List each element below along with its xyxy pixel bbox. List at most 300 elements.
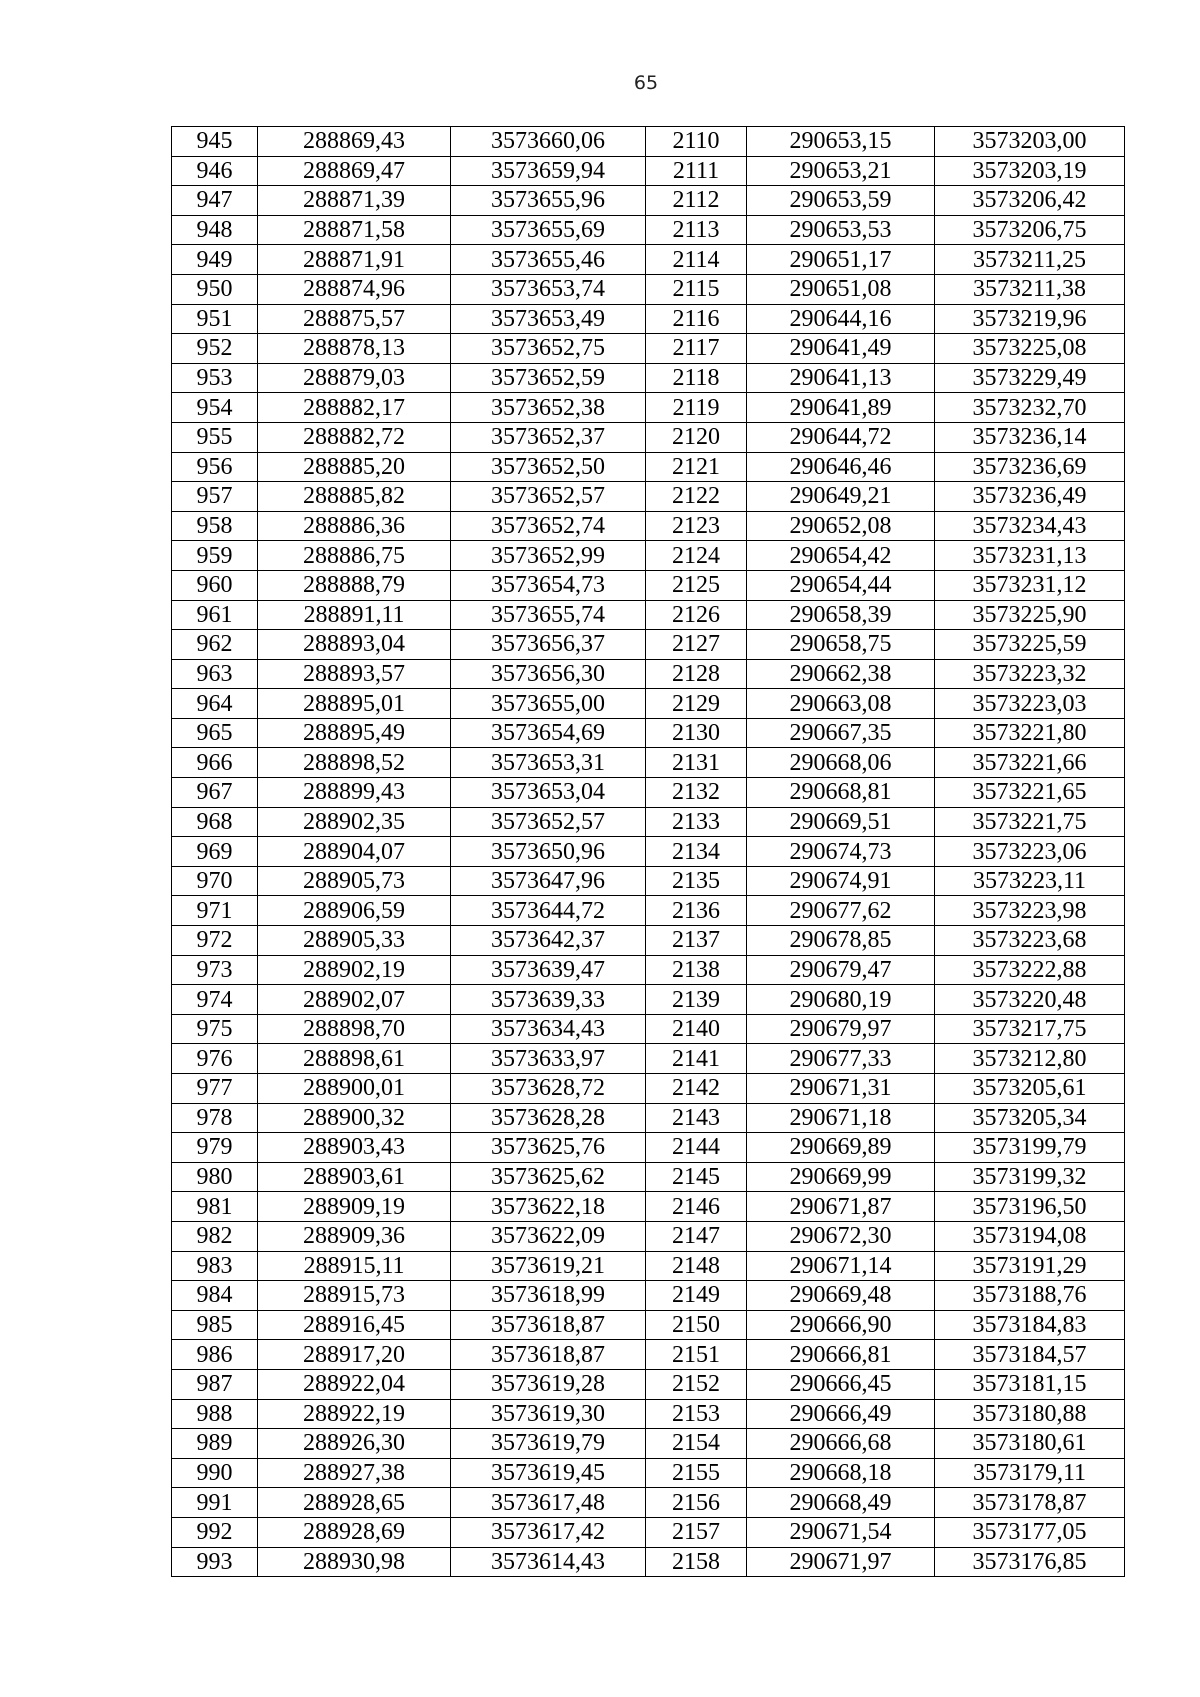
point-number-cell: 2110 bbox=[646, 127, 747, 157]
y-coordinate-cell: 3573184,83 bbox=[935, 1310, 1125, 1340]
point-number-cell: 2129 bbox=[646, 689, 747, 719]
x-coordinate-cell: 288902,35 bbox=[258, 807, 451, 837]
table-row bbox=[172, 896, 1125, 926]
table-row bbox=[172, 334, 1125, 364]
y-coordinate-cell: 3573232,70 bbox=[935, 393, 1125, 423]
point-number-cell: 2111 bbox=[646, 156, 747, 186]
point-number-cell: 2126 bbox=[646, 600, 747, 630]
x-coordinate-cell: 288930,98 bbox=[258, 1547, 451, 1577]
y-coordinate-cell: 3573219,96 bbox=[935, 304, 1125, 334]
point-number-cell: 964 bbox=[172, 689, 258, 719]
point-number-cell: 977 bbox=[172, 1074, 258, 1104]
point-number-cell: 979 bbox=[172, 1133, 258, 1163]
y-coordinate-cell: 3573652,57 bbox=[451, 482, 646, 512]
y-coordinate-cell: 3573199,79 bbox=[935, 1133, 1125, 1163]
y-coordinate-cell: 3573205,61 bbox=[935, 1074, 1125, 1104]
x-coordinate-cell: 290674,73 bbox=[747, 837, 935, 867]
y-coordinate-cell: 3573639,33 bbox=[451, 985, 646, 1015]
table-row bbox=[172, 689, 1125, 719]
point-number-cell: 2152 bbox=[646, 1369, 747, 1399]
point-number-cell: 2136 bbox=[646, 896, 747, 926]
x-coordinate-cell: 288898,52 bbox=[258, 748, 451, 778]
x-coordinate-cell: 290649,21 bbox=[747, 482, 935, 512]
table-row bbox=[172, 156, 1125, 186]
x-coordinate-cell: 290653,21 bbox=[747, 156, 935, 186]
point-number-cell: 2137 bbox=[646, 926, 747, 956]
point-number-cell: 2157 bbox=[646, 1517, 747, 1547]
table-row bbox=[172, 1074, 1125, 1104]
x-coordinate-cell: 290651,08 bbox=[747, 274, 935, 304]
point-number-cell: 2134 bbox=[646, 837, 747, 867]
point-number-cell: 956 bbox=[172, 452, 258, 482]
y-coordinate-cell: 3573619,21 bbox=[451, 1251, 646, 1281]
point-number-cell: 984 bbox=[172, 1281, 258, 1311]
table-row bbox=[172, 245, 1125, 275]
point-number-cell: 2130 bbox=[646, 718, 747, 748]
table-row bbox=[172, 127, 1125, 157]
x-coordinate-cell: 288874,96 bbox=[258, 274, 451, 304]
y-coordinate-cell: 3573212,80 bbox=[935, 1044, 1125, 1074]
x-coordinate-cell: 288926,30 bbox=[258, 1429, 451, 1459]
y-coordinate-cell: 3573234,43 bbox=[935, 511, 1125, 541]
table-row bbox=[172, 807, 1125, 837]
table-row bbox=[172, 511, 1125, 541]
y-coordinate-cell: 3573652,59 bbox=[451, 363, 646, 393]
table-row bbox=[172, 304, 1125, 334]
x-coordinate-cell: 288898,61 bbox=[258, 1044, 451, 1074]
table-row bbox=[172, 600, 1125, 630]
x-coordinate-cell: 290669,89 bbox=[747, 1133, 935, 1163]
coordinates-table-body bbox=[172, 127, 1125, 1577]
y-coordinate-cell: 3573223,32 bbox=[935, 659, 1125, 689]
y-coordinate-cell: 3573194,08 bbox=[935, 1221, 1125, 1251]
y-coordinate-cell: 3573184,57 bbox=[935, 1340, 1125, 1370]
x-coordinate-cell: 290671,18 bbox=[747, 1103, 935, 1133]
point-number-cell: 980 bbox=[172, 1162, 258, 1192]
x-coordinate-cell: 288916,45 bbox=[258, 1310, 451, 1340]
table-row bbox=[172, 1399, 1125, 1429]
table-row bbox=[172, 541, 1125, 571]
x-coordinate-cell: 290663,08 bbox=[747, 689, 935, 719]
y-coordinate-cell: 3573633,97 bbox=[451, 1044, 646, 1074]
y-coordinate-cell: 3573199,32 bbox=[935, 1162, 1125, 1192]
table-row bbox=[172, 1251, 1125, 1281]
point-number-cell: 978 bbox=[172, 1103, 258, 1133]
table-row bbox=[172, 274, 1125, 304]
point-number-cell: 962 bbox=[172, 630, 258, 660]
y-coordinate-cell: 3573619,30 bbox=[451, 1399, 646, 1429]
table-row bbox=[172, 1014, 1125, 1044]
point-number-cell: 2141 bbox=[646, 1044, 747, 1074]
x-coordinate-cell: 288871,39 bbox=[258, 186, 451, 216]
y-coordinate-cell: 3573221,66 bbox=[935, 748, 1125, 778]
x-coordinate-cell: 290658,75 bbox=[747, 630, 935, 660]
x-coordinate-cell: 290644,16 bbox=[747, 304, 935, 334]
x-coordinate-cell: 288886,75 bbox=[258, 541, 451, 571]
x-coordinate-cell: 288882,17 bbox=[258, 393, 451, 423]
x-coordinate-cell: 288885,82 bbox=[258, 482, 451, 512]
point-number-cell: 976 bbox=[172, 1044, 258, 1074]
y-coordinate-cell: 3573617,42 bbox=[451, 1517, 646, 1547]
table-row bbox=[172, 570, 1125, 600]
table-row bbox=[172, 1044, 1125, 1074]
x-coordinate-cell: 290653,15 bbox=[747, 127, 935, 157]
point-number-cell: 2113 bbox=[646, 215, 747, 245]
y-coordinate-cell: 3573221,80 bbox=[935, 718, 1125, 748]
table-row bbox=[172, 630, 1125, 660]
x-coordinate-cell: 290662,38 bbox=[747, 659, 935, 689]
y-coordinate-cell: 3573223,06 bbox=[935, 837, 1125, 867]
y-coordinate-cell: 3573625,76 bbox=[451, 1133, 646, 1163]
y-coordinate-cell: 3573654,73 bbox=[451, 570, 646, 600]
x-coordinate-cell: 290677,62 bbox=[747, 896, 935, 926]
y-coordinate-cell: 3573225,90 bbox=[935, 600, 1125, 630]
point-number-cell: 2133 bbox=[646, 807, 747, 837]
point-number-cell: 2114 bbox=[646, 245, 747, 275]
table-row bbox=[172, 186, 1125, 216]
point-number-cell: 947 bbox=[172, 186, 258, 216]
y-coordinate-cell: 3573205,34 bbox=[935, 1103, 1125, 1133]
point-number-cell: 2123 bbox=[646, 511, 747, 541]
point-number-cell: 963 bbox=[172, 659, 258, 689]
y-coordinate-cell: 3573652,74 bbox=[451, 511, 646, 541]
y-coordinate-cell: 3573660,06 bbox=[451, 127, 646, 157]
y-coordinate-cell: 3573196,50 bbox=[935, 1192, 1125, 1222]
x-coordinate-cell: 288893,57 bbox=[258, 659, 451, 689]
y-coordinate-cell: 3573654,69 bbox=[451, 718, 646, 748]
y-coordinate-cell: 3573653,04 bbox=[451, 778, 646, 808]
point-number-cell: 950 bbox=[172, 274, 258, 304]
point-number-cell: 2158 bbox=[646, 1547, 747, 1577]
x-coordinate-cell: 290654,42 bbox=[747, 541, 935, 571]
y-coordinate-cell: 3573618,87 bbox=[451, 1340, 646, 1370]
y-coordinate-cell: 3573655,74 bbox=[451, 600, 646, 630]
table-row bbox=[172, 1517, 1125, 1547]
x-coordinate-cell: 290666,45 bbox=[747, 1369, 935, 1399]
x-coordinate-cell: 288900,32 bbox=[258, 1103, 451, 1133]
point-number-cell: 2156 bbox=[646, 1488, 747, 1518]
point-number-cell: 2147 bbox=[646, 1221, 747, 1251]
point-number-cell: 2140 bbox=[646, 1014, 747, 1044]
point-number-cell: 2118 bbox=[646, 363, 747, 393]
table-row bbox=[172, 1369, 1125, 1399]
x-coordinate-cell: 288879,03 bbox=[258, 363, 451, 393]
y-coordinate-cell: 3573178,87 bbox=[935, 1488, 1125, 1518]
x-coordinate-cell: 288875,57 bbox=[258, 304, 451, 334]
y-coordinate-cell: 3573652,50 bbox=[451, 452, 646, 482]
y-coordinate-cell: 3573659,94 bbox=[451, 156, 646, 186]
x-coordinate-cell: 288902,19 bbox=[258, 955, 451, 985]
x-coordinate-cell: 288905,33 bbox=[258, 926, 451, 956]
x-coordinate-cell: 290644,72 bbox=[747, 422, 935, 452]
point-number-cell: 971 bbox=[172, 896, 258, 926]
x-coordinate-cell: 288899,43 bbox=[258, 778, 451, 808]
x-coordinate-cell: 288922,04 bbox=[258, 1369, 451, 1399]
point-number-cell: 957 bbox=[172, 482, 258, 512]
point-number-cell: 959 bbox=[172, 541, 258, 571]
x-coordinate-cell: 290671,14 bbox=[747, 1251, 935, 1281]
y-coordinate-cell: 3573211,38 bbox=[935, 274, 1125, 304]
table-row bbox=[172, 866, 1125, 896]
y-coordinate-cell: 3573206,75 bbox=[935, 215, 1125, 245]
point-number-cell: 967 bbox=[172, 778, 258, 808]
y-coordinate-cell: 3573231,13 bbox=[935, 541, 1125, 571]
point-number-cell: 2144 bbox=[646, 1133, 747, 1163]
point-number-cell: 981 bbox=[172, 1192, 258, 1222]
y-coordinate-cell: 3573236,14 bbox=[935, 422, 1125, 452]
x-coordinate-cell: 290679,97 bbox=[747, 1014, 935, 1044]
table-row bbox=[172, 718, 1125, 748]
x-coordinate-cell: 288909,36 bbox=[258, 1221, 451, 1251]
x-coordinate-cell: 290669,51 bbox=[747, 807, 935, 837]
x-coordinate-cell: 288917,20 bbox=[258, 1340, 451, 1370]
point-number-cell: 2135 bbox=[646, 866, 747, 896]
point-number-cell: 2116 bbox=[646, 304, 747, 334]
table-row bbox=[172, 215, 1125, 245]
y-coordinate-cell: 3573634,43 bbox=[451, 1014, 646, 1044]
point-number-cell: 2139 bbox=[646, 985, 747, 1015]
x-coordinate-cell: 290671,31 bbox=[747, 1074, 935, 1104]
y-coordinate-cell: 3573179,11 bbox=[935, 1458, 1125, 1488]
y-coordinate-cell: 3573650,96 bbox=[451, 837, 646, 867]
x-coordinate-cell: 290653,59 bbox=[747, 186, 935, 216]
y-coordinate-cell: 3573619,45 bbox=[451, 1458, 646, 1488]
table-row bbox=[172, 1221, 1125, 1251]
table-row bbox=[172, 1192, 1125, 1222]
table-row bbox=[172, 1103, 1125, 1133]
x-coordinate-cell: 288900,01 bbox=[258, 1074, 451, 1104]
y-coordinate-cell: 3573176,85 bbox=[935, 1547, 1125, 1577]
x-coordinate-cell: 288906,59 bbox=[258, 896, 451, 926]
x-coordinate-cell: 290641,89 bbox=[747, 393, 935, 423]
x-coordinate-cell: 288898,70 bbox=[258, 1014, 451, 1044]
y-coordinate-cell: 3573644,72 bbox=[451, 896, 646, 926]
x-coordinate-cell: 288915,11 bbox=[258, 1251, 451, 1281]
point-number-cell: 948 bbox=[172, 215, 258, 245]
y-coordinate-cell: 3573223,68 bbox=[935, 926, 1125, 956]
point-number-cell: 2153 bbox=[646, 1399, 747, 1429]
table-row bbox=[172, 926, 1125, 956]
table-row bbox=[172, 1488, 1125, 1518]
point-number-cell: 993 bbox=[172, 1547, 258, 1577]
y-coordinate-cell: 3573639,47 bbox=[451, 955, 646, 985]
y-coordinate-cell: 3573655,69 bbox=[451, 215, 646, 245]
x-coordinate-cell: 288905,73 bbox=[258, 866, 451, 896]
x-coordinate-cell: 290653,53 bbox=[747, 215, 935, 245]
x-coordinate-cell: 290666,68 bbox=[747, 1429, 935, 1459]
x-coordinate-cell: 290677,33 bbox=[747, 1044, 935, 1074]
point-number-cell: 2125 bbox=[646, 570, 747, 600]
x-coordinate-cell: 288928,65 bbox=[258, 1488, 451, 1518]
y-coordinate-cell: 3573223,03 bbox=[935, 689, 1125, 719]
y-coordinate-cell: 3573231,12 bbox=[935, 570, 1125, 600]
y-coordinate-cell: 3573221,65 bbox=[935, 778, 1125, 808]
x-coordinate-cell: 288903,61 bbox=[258, 1162, 451, 1192]
y-coordinate-cell: 3573622,09 bbox=[451, 1221, 646, 1251]
x-coordinate-cell: 288893,04 bbox=[258, 630, 451, 660]
x-coordinate-cell: 290671,54 bbox=[747, 1517, 935, 1547]
table-row bbox=[172, 748, 1125, 778]
point-number-cell: 2119 bbox=[646, 393, 747, 423]
table-row bbox=[172, 1310, 1125, 1340]
point-number-cell: 945 bbox=[172, 127, 258, 157]
point-number-cell: 991 bbox=[172, 1488, 258, 1518]
x-coordinate-cell: 290680,19 bbox=[747, 985, 935, 1015]
y-coordinate-cell: 3573223,11 bbox=[935, 866, 1125, 896]
point-number-cell: 2138 bbox=[646, 955, 747, 985]
table-row bbox=[172, 1133, 1125, 1163]
point-number-cell: 946 bbox=[172, 156, 258, 186]
x-coordinate-cell: 290666,90 bbox=[747, 1310, 935, 1340]
x-coordinate-cell: 288915,73 bbox=[258, 1281, 451, 1311]
point-number-cell: 961 bbox=[172, 600, 258, 630]
y-coordinate-cell: 3573628,28 bbox=[451, 1103, 646, 1133]
y-coordinate-cell: 3573652,75 bbox=[451, 334, 646, 364]
point-number-cell: 2155 bbox=[646, 1458, 747, 1488]
x-coordinate-cell: 288878,13 bbox=[258, 334, 451, 364]
point-number-cell: 2146 bbox=[646, 1192, 747, 1222]
x-coordinate-cell: 290641,49 bbox=[747, 334, 935, 364]
point-number-cell: 968 bbox=[172, 807, 258, 837]
point-number-cell: 970 bbox=[172, 866, 258, 896]
y-coordinate-cell: 3573619,28 bbox=[451, 1369, 646, 1399]
x-coordinate-cell: 290646,46 bbox=[747, 452, 935, 482]
y-coordinate-cell: 3573211,25 bbox=[935, 245, 1125, 275]
point-number-cell: 985 bbox=[172, 1310, 258, 1340]
x-coordinate-cell: 290652,08 bbox=[747, 511, 935, 541]
point-number-cell: 2121 bbox=[646, 452, 747, 482]
point-number-cell: 2154 bbox=[646, 1429, 747, 1459]
x-coordinate-cell: 288927,38 bbox=[258, 1458, 451, 1488]
y-coordinate-cell: 3573628,72 bbox=[451, 1074, 646, 1104]
x-coordinate-cell: 288902,07 bbox=[258, 985, 451, 1015]
point-number-cell: 989 bbox=[172, 1429, 258, 1459]
y-coordinate-cell: 3573220,48 bbox=[935, 985, 1125, 1015]
x-coordinate-cell: 288909,19 bbox=[258, 1192, 451, 1222]
x-coordinate-cell: 290672,30 bbox=[747, 1221, 935, 1251]
y-coordinate-cell: 3573642,37 bbox=[451, 926, 646, 956]
y-coordinate-cell: 3573652,38 bbox=[451, 393, 646, 423]
point-number-cell: 975 bbox=[172, 1014, 258, 1044]
x-coordinate-cell: 288903,43 bbox=[258, 1133, 451, 1163]
x-coordinate-cell: 288871,58 bbox=[258, 215, 451, 245]
x-coordinate-cell: 288891,11 bbox=[258, 600, 451, 630]
x-coordinate-cell: 288895,49 bbox=[258, 718, 451, 748]
x-coordinate-cell: 290658,39 bbox=[747, 600, 935, 630]
y-coordinate-cell: 3573653,74 bbox=[451, 274, 646, 304]
y-coordinate-cell: 3573203,00 bbox=[935, 127, 1125, 157]
x-coordinate-cell: 288885,20 bbox=[258, 452, 451, 482]
point-number-cell: 2127 bbox=[646, 630, 747, 660]
y-coordinate-cell: 3573203,19 bbox=[935, 156, 1125, 186]
x-coordinate-cell: 290667,35 bbox=[747, 718, 935, 748]
point-number-cell: 2117 bbox=[646, 334, 747, 364]
table-row bbox=[172, 452, 1125, 482]
y-coordinate-cell: 3573222,88 bbox=[935, 955, 1125, 985]
coordinates-table bbox=[171, 126, 1125, 1577]
table-row bbox=[172, 778, 1125, 808]
y-coordinate-cell: 3573617,48 bbox=[451, 1488, 646, 1518]
table-row bbox=[172, 1429, 1125, 1459]
point-number-cell: 983 bbox=[172, 1251, 258, 1281]
x-coordinate-cell: 288904,07 bbox=[258, 837, 451, 867]
point-number-cell: 992 bbox=[172, 1517, 258, 1547]
table-row bbox=[172, 482, 1125, 512]
y-coordinate-cell: 3573655,00 bbox=[451, 689, 646, 719]
table-row bbox=[172, 955, 1125, 985]
point-number-cell: 953 bbox=[172, 363, 258, 393]
y-coordinate-cell: 3573647,96 bbox=[451, 866, 646, 896]
y-coordinate-cell: 3573652,37 bbox=[451, 422, 646, 452]
y-coordinate-cell: 3573217,75 bbox=[935, 1014, 1125, 1044]
point-number-cell: 2120 bbox=[646, 422, 747, 452]
y-coordinate-cell: 3573236,49 bbox=[935, 482, 1125, 512]
point-number-cell: 952 bbox=[172, 334, 258, 364]
y-coordinate-cell: 3573177,05 bbox=[935, 1517, 1125, 1547]
point-number-cell: 974 bbox=[172, 985, 258, 1015]
y-coordinate-cell: 3573656,37 bbox=[451, 630, 646, 660]
y-coordinate-cell: 3573181,15 bbox=[935, 1369, 1125, 1399]
y-coordinate-cell: 3573225,08 bbox=[935, 334, 1125, 364]
x-coordinate-cell: 288928,69 bbox=[258, 1517, 451, 1547]
table-row bbox=[172, 1458, 1125, 1488]
y-coordinate-cell: 3573614,43 bbox=[451, 1547, 646, 1577]
point-number-cell: 2151 bbox=[646, 1340, 747, 1370]
table-row bbox=[172, 1547, 1125, 1577]
table-row bbox=[172, 393, 1125, 423]
x-coordinate-cell: 290668,81 bbox=[747, 778, 935, 808]
point-number-cell: 2122 bbox=[646, 482, 747, 512]
x-coordinate-cell: 290666,49 bbox=[747, 1399, 935, 1429]
point-number-cell: 2128 bbox=[646, 659, 747, 689]
page-number: 65 bbox=[633, 72, 659, 94]
x-coordinate-cell: 290654,44 bbox=[747, 570, 935, 600]
y-coordinate-cell: 3573655,46 bbox=[451, 245, 646, 275]
y-coordinate-cell: 3573191,29 bbox=[935, 1251, 1125, 1281]
point-number-cell: 2131 bbox=[646, 748, 747, 778]
y-coordinate-cell: 3573223,98 bbox=[935, 896, 1125, 926]
x-coordinate-cell: 288886,36 bbox=[258, 511, 451, 541]
x-coordinate-cell: 288922,19 bbox=[258, 1399, 451, 1429]
x-coordinate-cell: 290668,49 bbox=[747, 1488, 935, 1518]
y-coordinate-cell: 3573221,75 bbox=[935, 807, 1125, 837]
table-row bbox=[172, 659, 1125, 689]
point-number-cell: 960 bbox=[172, 570, 258, 600]
x-coordinate-cell: 288888,79 bbox=[258, 570, 451, 600]
table-row bbox=[172, 422, 1125, 452]
y-coordinate-cell: 3573229,49 bbox=[935, 363, 1125, 393]
point-number-cell: 969 bbox=[172, 837, 258, 867]
x-coordinate-cell: 290669,48 bbox=[747, 1281, 935, 1311]
point-number-cell: 990 bbox=[172, 1458, 258, 1488]
table-row bbox=[172, 837, 1125, 867]
y-coordinate-cell: 3573180,88 bbox=[935, 1399, 1125, 1429]
point-number-cell: 949 bbox=[172, 245, 258, 275]
y-coordinate-cell: 3573625,62 bbox=[451, 1162, 646, 1192]
x-coordinate-cell: 290651,17 bbox=[747, 245, 935, 275]
y-coordinate-cell: 3573188,76 bbox=[935, 1281, 1125, 1311]
point-number-cell: 966 bbox=[172, 748, 258, 778]
point-number-cell: 2148 bbox=[646, 1251, 747, 1281]
point-number-cell: 2124 bbox=[646, 541, 747, 571]
x-coordinate-cell: 290679,47 bbox=[747, 955, 935, 985]
point-number-cell: 982 bbox=[172, 1221, 258, 1251]
table-row bbox=[172, 985, 1125, 1015]
point-number-cell: 2149 bbox=[646, 1281, 747, 1311]
x-coordinate-cell: 290666,81 bbox=[747, 1340, 935, 1370]
point-number-cell: 958 bbox=[172, 511, 258, 541]
y-coordinate-cell: 3573619,79 bbox=[451, 1429, 646, 1459]
